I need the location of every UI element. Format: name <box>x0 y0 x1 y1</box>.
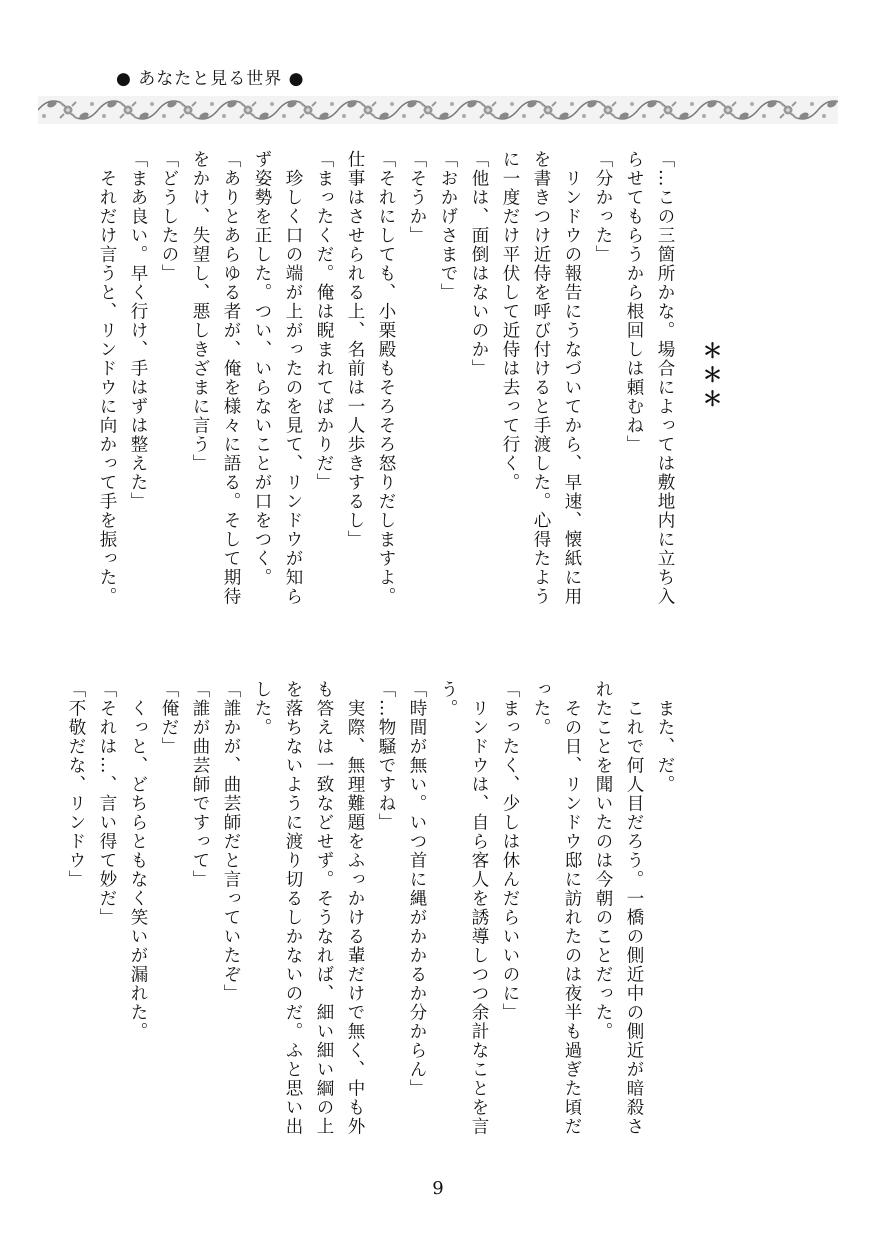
text-column: 「それにしても、小栗殿もそろそろ怒りだしますよ。仕事はさせられる上、名前は一人歩きするし」 <box>345 150 396 606</box>
section-break-marker: ＊＊＊ <box>699 340 723 412</box>
text-column: 「時間が無い。いつ首に縄がかかるか分からん」 <box>407 680 427 1098</box>
text-column: これで何人目だろう。一橋の側近中の側近が暗殺されたことを聞いたのは今朝のことだった。 <box>593 680 644 1136</box>
text-column: 「誰かが、曲芸師だと言っていたぞ」 <box>221 680 241 1003</box>
text-column: リンドウは、自ら客人を誘導しつつ余計なことを言う。 <box>438 680 489 1136</box>
text-column: それだけ言うと、リンドウに向かって手を振った。 <box>97 150 117 606</box>
floral-border-ornament <box>38 96 838 124</box>
page-number: 9 <box>432 1178 444 1199</box>
text-column: その日、リンドウ邸に訪れたのは夜半も過ぎた頃だった。 <box>531 680 582 1136</box>
text-column: 「他は、面倒はないのか」 <box>469 150 489 378</box>
text-column: 「おかげさまで」 <box>438 150 458 302</box>
text-column: また、だ。 <box>655 680 675 794</box>
text-column: 「…この三箇所かな。場合によっては敷地内に立ち入らせてもらうから根回しは頼むね」 <box>624 150 675 606</box>
text-column: 「そうか」 <box>407 150 427 245</box>
text-column: 「それは…、言い得て妙だ」 <box>97 680 117 927</box>
text-column: 「不敬だな、リンドウ」 <box>66 680 86 889</box>
running-header: ● あなたと見る世界 ● <box>116 69 305 89</box>
text-column: 「まったくだ。俺は睨まれてばかりだ」 <box>314 150 334 492</box>
text-column: 「ありとあらゆる者が、俺を様々に語る。そして期待をかけ、失望し、悪しきざまに言う」 <box>190 150 241 606</box>
text-column: 珍しく口の端が上がったのを見て、リンドウが知らず姿勢を正した。つい、いらないことが口をつく。 <box>252 150 303 606</box>
lower-text-block <box>60 680 680 1150</box>
text-column: 「…物騒ですね」 <box>376 680 396 832</box>
text-column: 「分かった」 <box>593 150 613 264</box>
text-column: リンドウの報告にうなづいてから、早速、懐紙に用を書きつけ近侍を呼び付けると手渡した。心得たように一度だけ平伏して近侍は去って行く。 <box>500 150 582 606</box>
upper-text-block <box>91 150 680 620</box>
text-column: 「俺だ」 <box>159 680 179 756</box>
text-column: 「まあ良い。早く行け、手はずは整えた」 <box>128 150 148 511</box>
text-column: 「誰が曲芸師ですって」 <box>190 680 210 889</box>
text-column: 「まったく、少しは休んだらいいのに」 <box>500 680 520 1022</box>
text-column: 実際、無理難題をふっかける輩だけで無く、中も外も答えは一致などせず。そうなれば、細い細い綱の上を落ちないように渡り切るしかないのだ。ふと思い出した。 <box>252 680 365 1136</box>
text-column: 「どうしたの」 <box>159 150 179 283</box>
text-column: くっと、どちらともなく笑いが漏れた。 <box>128 680 148 1041</box>
